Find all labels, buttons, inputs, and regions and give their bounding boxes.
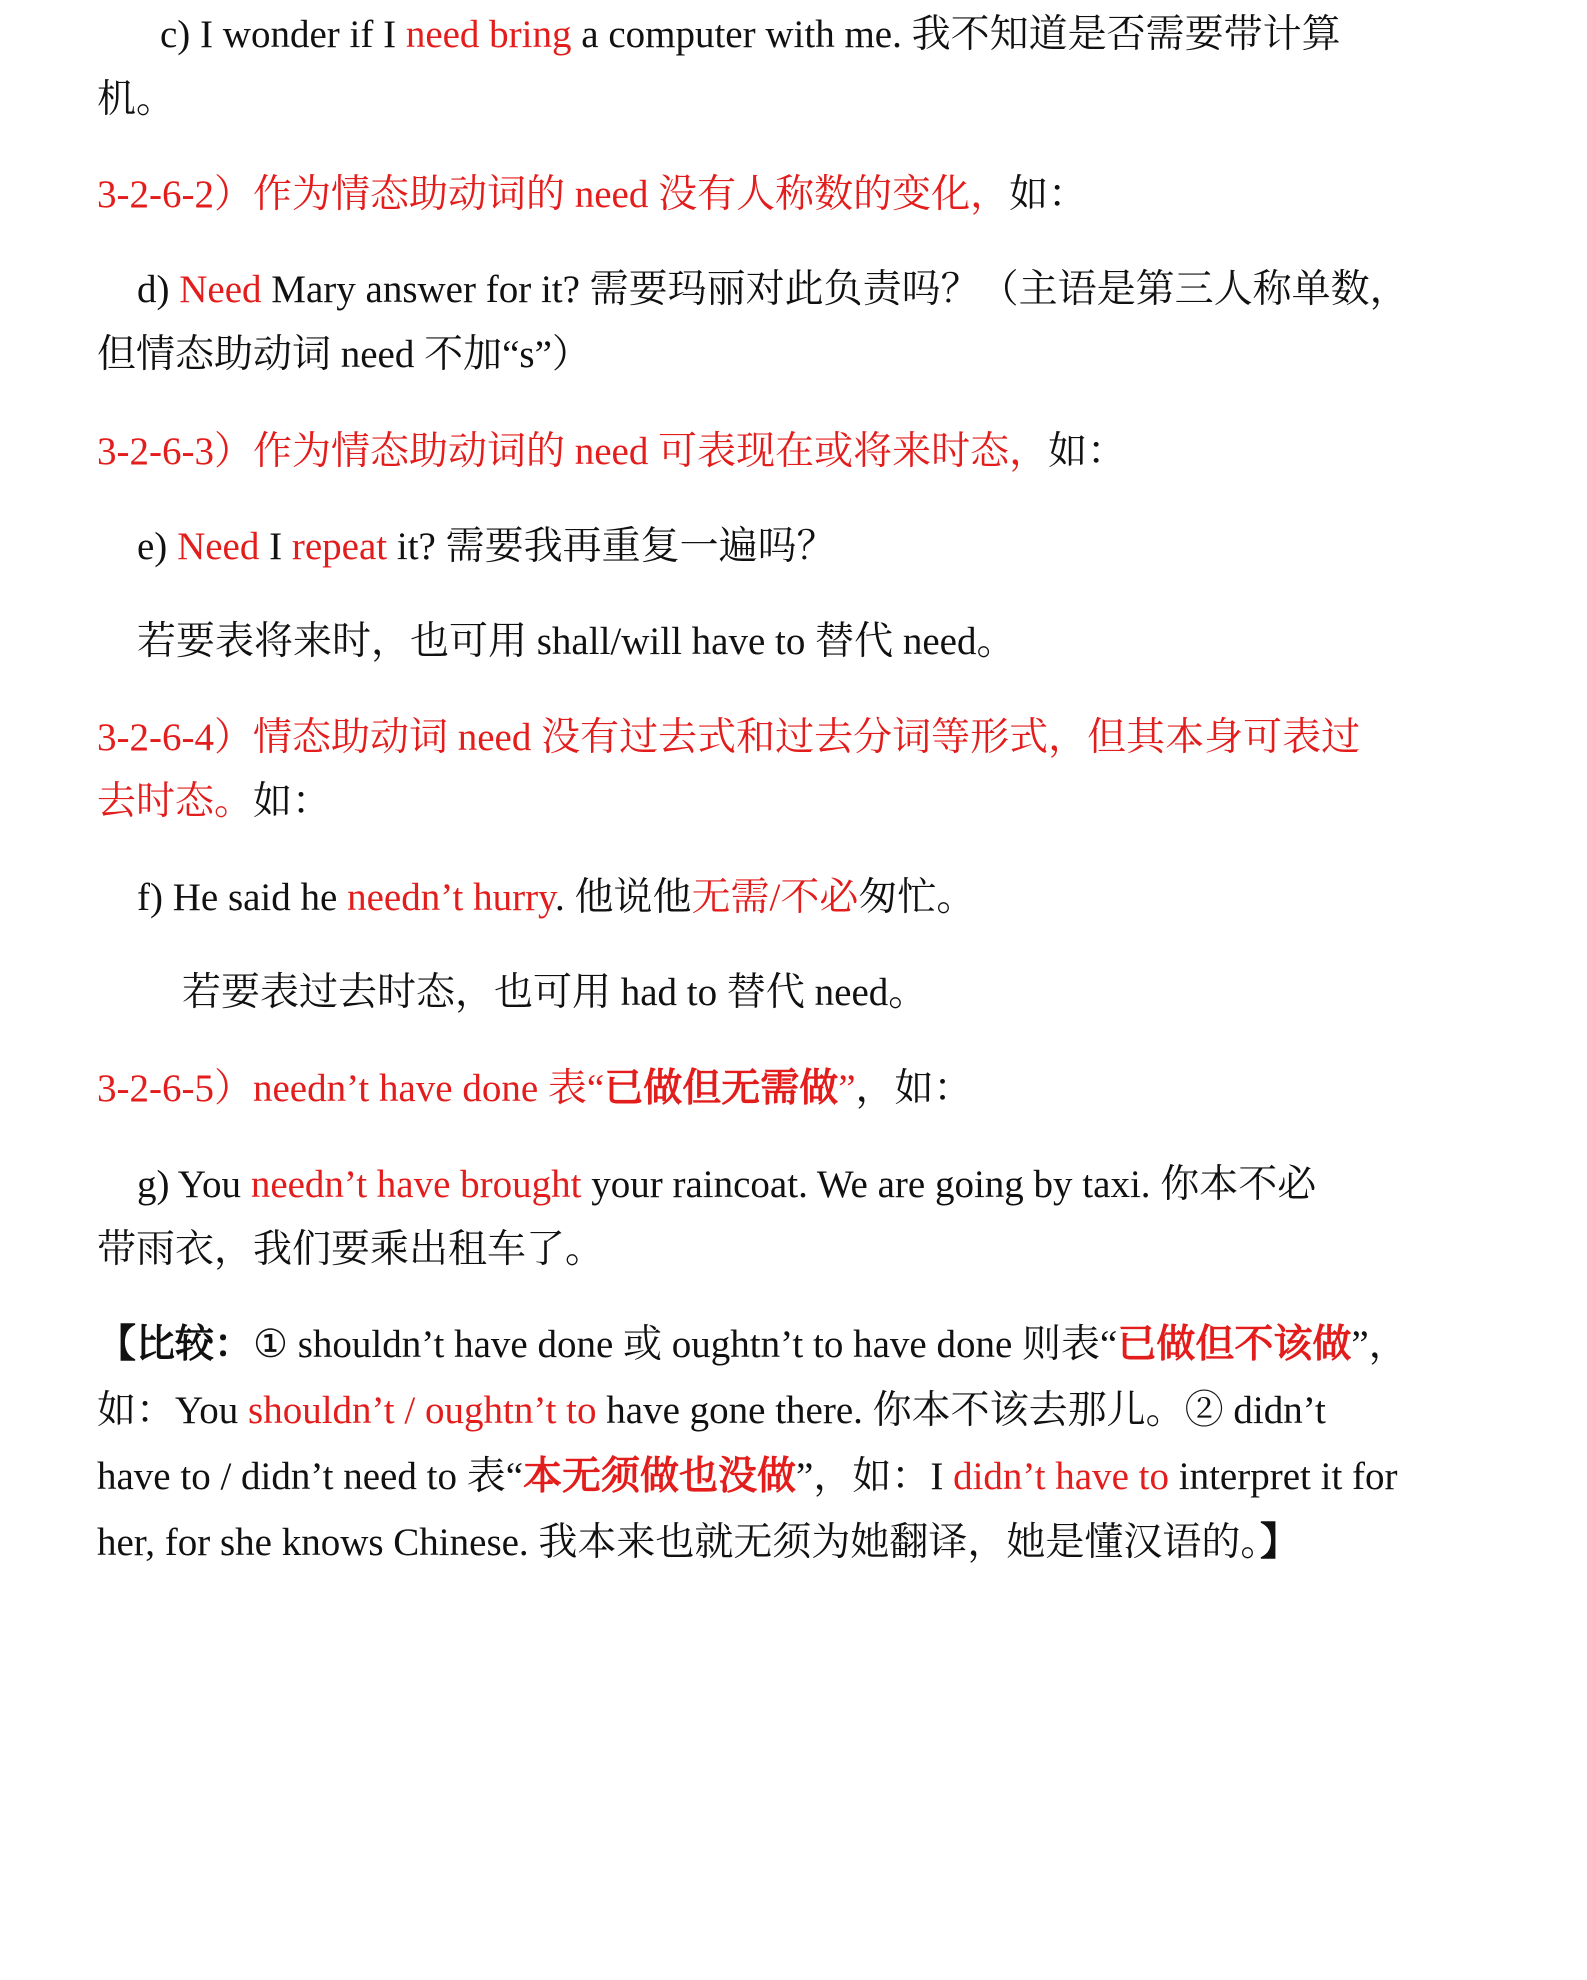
example-c-line2 [97,80,175,119]
example-g-prefix: g) You [137,1163,251,1206]
example-d-highlight: Need [179,268,262,311]
compare-line2 [97,1391,1326,1430]
compare-line3-pre: have to / didn’t need to 表“ [97,1455,524,1498]
compare-line3 [97,1457,1398,1496]
compare-line2-post: have gone there. 你本不该去那儿。② didn’t [596,1389,1326,1432]
heading-3-2-6-5-quote: ” [838,1067,856,1110]
heading-3-2-6-4-text: 3-2-6-4）情态助动词 need 没有过去式和过去分词等形式，但其本身可表过 [97,716,1361,759]
example-d-suffix: Mary answer for it? 需要玛丽对此负责吗？（主语是第三人称单数， [261,268,1409,311]
compare-line2-highlight: shouldn’t / oughtn’t to [248,1389,597,1432]
compare-line1-end: ”， [1351,1323,1408,1366]
example-f-prefix: f) He said he [137,876,348,919]
compare-line3-post: interpret it for [1169,1455,1398,1498]
example-d-prefix: d) [137,268,180,311]
heading-3-2-6-3-tail: 如： [1048,430,1127,473]
example-c-prefix: c) I wonder if I [160,13,406,56]
heading-3-2-6-4-line2 [97,782,331,821]
compare-line1-emphasis: 已做但不该做 [1117,1323,1352,1366]
example-e-highlight-1: Need [177,525,260,568]
heading-3-2-6-5 [97,1069,973,1108]
example-e-mid: I [259,525,292,568]
example-e-line [137,527,836,566]
note-future-tense-text: 若要表将来时，也可用 shall/will have to 替代 need。 [137,620,1016,663]
example-g-cont: 带雨衣，我们要乘出租车了。 [97,1228,605,1271]
compare-label: 【比较： [97,1323,254,1366]
example-f-line [137,878,975,917]
example-c-highlight: need bring [405,13,572,56]
heading-3-2-6-3-text: 3-2-6-3）作为情态助动词的 need 可表现在或将来时态， [97,430,1049,473]
heading-3-2-6-3 [97,432,1126,471]
example-d-line1 [137,270,1409,309]
example-c-suffix: a computer with me. 我不知道是否需要带计算 [571,13,1341,56]
compare-close-bracket: 】 [1259,1521,1299,1564]
heading-3-2-6-2 [97,175,1087,214]
compare-line4-text: her, for she knows Chinese. 我本来也就无须为她翻译，她是懂汉语的。 [97,1521,1260,1564]
example-e-highlight-2: repeat [291,525,388,568]
note-future-tense [137,622,1016,661]
heading-3-2-6-2-tail: 如： [1009,173,1088,216]
example-c-line1 [160,15,1341,54]
compare-line4 [97,1523,1299,1562]
heading-3-2-6-4-line1 [97,718,1360,757]
example-d-cont: 但情态助动词 need 不加“s”） [97,333,591,376]
compare-line3-mid: ”，如：I [796,1455,954,1498]
compare-line3-emphasis: 本无须做也没做 [523,1455,797,1498]
example-d-line2 [97,335,591,374]
example-f-highlight-2: 无需/不必 [691,876,859,919]
example-g-highlight: needn’t have brought [250,1163,582,1206]
example-f-highlight-1: needn’t hurry [347,876,556,919]
example-e-suffix: it? 需要我再重复一遍吗？ [387,525,836,568]
example-g-suffix: your raincoat. We are going by taxi. 你本不必 [581,1163,1317,1206]
example-g-line2 [97,1230,604,1269]
example-g-line1 [137,1165,1316,1204]
compare-line1 [97,1325,1408,1364]
compare-line3-highlight: didn’t have to [953,1455,1170,1498]
heading-3-2-6-4-cont: 去时态。 [97,780,254,823]
note-past-tense [182,973,927,1012]
heading-3-2-6-5-text: 3-2-6-5）needn’t have done 表“ [97,1067,605,1110]
heading-3-2-6-2-text: 3-2-6-2）作为情态助动词的 need 没有人称数的变化， [97,173,1010,216]
example-c-cont: 机。 [97,78,176,121]
compare-line1-text: ① shouldn’t have done 或 oughtn’t to have done 则表“ [253,1323,1118,1366]
heading-3-2-6-4-tail: 如： [253,780,332,823]
heading-3-2-6-5-tail: ，如： [855,1067,973,1110]
example-e-prefix: e) [137,525,178,568]
compare-line2-pre: 如：You [97,1389,249,1432]
note-past-tense-text: 若要表过去时态，也可用 had to 替代 need。 [182,971,928,1014]
example-f-mid: . 他说他 [555,876,692,919]
heading-3-2-6-5-emphasis: 已做但无需做 [604,1067,839,1110]
example-f-suffix: 匆忙。 [858,876,976,919]
